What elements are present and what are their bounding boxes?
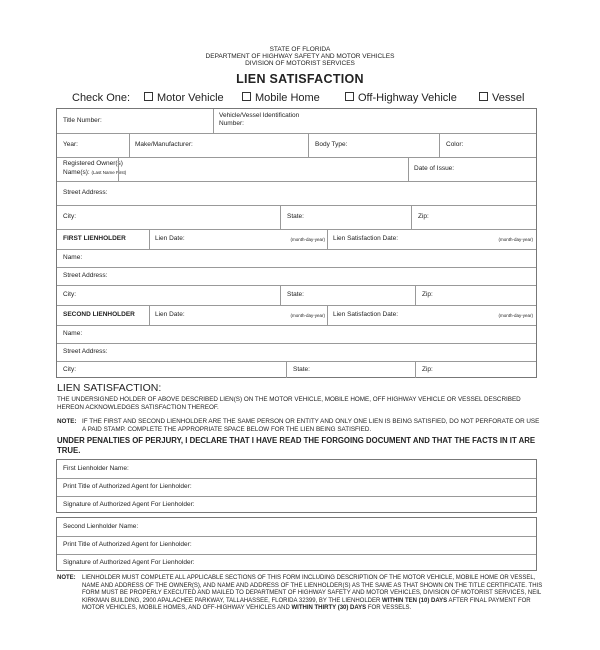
body-type-label: Body Type: <box>315 141 348 148</box>
first-sign-name-label: First Lienholder Name: <box>63 465 129 472</box>
lien-satisfaction-heading: LIEN SATISFACTION: <box>57 382 162 394</box>
footer-deadline-thirty-days: WITHIN THIRTY (30) DAYS <box>291 605 367 612</box>
second-satisfaction-date-label: Lien Satisfaction Date: <box>333 311 399 318</box>
first-zip-field[interactable] <box>415 285 536 305</box>
first-lienholder-name-sign-field[interactable] <box>57 460 536 479</box>
owner-city-label: City: <box>63 213 76 220</box>
owner-label-cell <box>57 157 127 181</box>
perjury-statement: UNDER PENALTIES OF PERJURY, I DECLARE THAT I HAVE READ THE FORGOING DOCUMENT AND THAT THE FACTS IN IT ARE TRUE. <box>57 436 536 455</box>
first-satisfaction-date-field[interactable] <box>327 229 536 249</box>
first-street-label: Street Address: <box>63 272 108 279</box>
body-type-field[interactable] <box>308 133 440 157</box>
owner-state-label: State: <box>287 213 304 220</box>
lien-satisfaction-statement: THE UNDERSIGNED HOLDER OF ABOVE DESCRIBED LIEN(S) ON THE MOTOR VEHICLE, MOBILE HOME, OFF HIGHWAY VEHICLE OR VESSEL DESCRIBED HEREON ACKNOWLEDGES SATISFACTION THEREOF. <box>57 396 521 411</box>
second-city-label: City: <box>63 366 76 373</box>
first-city-field[interactable] <box>57 285 280 305</box>
color-field[interactable] <box>439 133 536 157</box>
row-registered-owner <box>57 157 536 182</box>
owner-street-field[interactable] <box>57 181 536 206</box>
second-zip-label: Zip: <box>422 366 433 373</box>
first-lienholder-heading-cell <box>57 229 149 249</box>
second-satisfaction-date-hint: (month-day-year) <box>498 313 533 318</box>
owner-state-field[interactable] <box>280 205 412 229</box>
first-lien-date-label: Lien Date: <box>155 235 185 242</box>
date-of-issue-label: Date of Issue: <box>414 165 455 172</box>
second-state-label: State: <box>293 366 310 373</box>
registered-owner-label: Registered Owner(s) <box>63 160 123 167</box>
second-satisfaction-date-field[interactable] <box>327 305 536 325</box>
owner-name-field[interactable] <box>118 157 409 181</box>
check-one-label: Check One: <box>72 92 131 104</box>
option-label: Vessel <box>492 92 525 104</box>
row-second-lienholder <box>57 305 536 326</box>
footer-text-a: LIENHOLDER MUST COMPLETE ALL APPLICABLE SECTIONS OF THIS FORM INCLUDING DESCRIPTION OF THE MOTOR VEHICLE, MOBILE HOME OR VESSEL, NAME AND ADDRESS OF THE OWNER(S), AND NAME AND ADDRESS OF THE LIENHOLDER(S) AS THE SAME AS THAT SHOWN ON THE TITLE CERTIFICATE. THIS FORM MUST BE PROPERLY EXECUTED AND MAILED TO DEPARTMENT OF HIGHWAY SAFETY AND MOTOR VEHICLES, DIVISION OF MOTORIST SERVICES, NEIL KIRKMAN BUILDING, 2900 APALACHEE PARKWAY, TALLAHASSEE, FLORIDA 32399, BY THE LIENHOLDER <box>82 575 543 604</box>
owner-names-label: Name(s): <box>63 169 90 176</box>
make-label: Make/Manufacturer: <box>135 141 193 148</box>
year-label: Year: <box>63 141 78 148</box>
first-lienholder-street-field[interactable] <box>57 267 536 286</box>
second-signature-block <box>56 517 537 571</box>
first-state-label: State: <box>287 291 304 298</box>
first-city-label: City: <box>63 291 76 298</box>
second-lienholder-name-field[interactable] <box>57 325 536 344</box>
option-label: Off-Highway Vehicle <box>358 92 457 104</box>
second-lien-date-label: Lien Date: <box>155 311 185 318</box>
first-signature-label: Signature of Authorized Agent For Lienholder: <box>63 501 195 508</box>
option-label: Mobile Home <box>255 92 320 104</box>
first-satisfaction-date-hint: (month-day-year) <box>498 237 533 242</box>
footer-note <box>82 575 544 613</box>
form-title: LIEN SATISFACTION <box>236 72 364 86</box>
footer-text-b: AFTER FINAL PAYMENT FOR MOTOR VEHICLES, MOBILE HOMES, AND OFF-HIGHWAY VEHICLES AND <box>82 597 531 612</box>
second-city-field[interactable] <box>57 361 286 378</box>
first-lien-date-field[interactable] <box>149 229 328 249</box>
vin-label: Vehicle/Vessel Identification Number: <box>219 112 300 127</box>
option-vessel[interactable] <box>479 92 524 104</box>
checkbox-icon[interactable] <box>242 92 251 101</box>
title-number-field[interactable] <box>57 109 213 133</box>
first-zip-label: Zip: <box>422 291 433 298</box>
row-second-city <box>57 361 536 378</box>
footer-deadline-ten-days: WITHIN TEN (10) DAYS <box>382 597 448 604</box>
second-signature-label: Signature of Authorized Agent For Lienholder: <box>63 559 195 566</box>
first-print-title-field[interactable] <box>57 478 536 497</box>
owner-zip-field[interactable] <box>411 205 536 229</box>
first-name-label: Name: <box>63 254 83 261</box>
second-state-field[interactable] <box>286 361 416 378</box>
footer-text-c: FOR VESSELS. <box>367 605 412 612</box>
second-lienholder-name-sign-field[interactable] <box>57 518 536 537</box>
row-year-make <box>57 133 536 158</box>
second-print-title-field[interactable] <box>57 536 536 555</box>
second-lienholder-street-field[interactable] <box>57 343 536 362</box>
year-field[interactable] <box>57 133 129 157</box>
header-division: DIVISION OF MOTORIST SERVICES <box>245 60 355 67</box>
note-label: NOTE: <box>57 418 77 425</box>
second-signature-field[interactable] <box>57 554 536 571</box>
second-lien-date-field[interactable] <box>149 305 328 325</box>
first-lienholder-name-field[interactable] <box>57 249 536 268</box>
option-off-highway-vehicle[interactable] <box>345 92 457 104</box>
vehicle-owner-lien-table <box>56 108 537 378</box>
first-state-field[interactable] <box>280 285 416 305</box>
row-first-lienholder <box>57 229 536 250</box>
owner-zip-label: Zip: <box>418 213 429 220</box>
first-lien-date-hint: (month-day-year) <box>290 237 325 242</box>
second-lienholder-heading-cell <box>57 305 149 325</box>
color-label: Color: <box>446 141 464 148</box>
note-text: IF THE FIRST AND SECOND LIENHOLDER ARE THE SAME PERSON OR ENTITY AND ONLY ONE LIEN IS BEING SATISFIED, DO NOT PERFORATE OR USE A PAID STAMP. COMPLETE THE APPROPRIATE SPACE BELOW FOR THE LIEN BEING SATISFIED. <box>82 418 540 433</box>
make-field[interactable] <box>129 133 309 157</box>
row-title-number <box>57 109 536 134</box>
header-department: DEPARTMENT OF HIGHWAY SAFETY AND MOTOR VEHICLES <box>205 53 395 60</box>
option-label: Motor Vehicle <box>157 92 224 104</box>
option-motor-vehicle[interactable] <box>144 92 224 104</box>
owner-names-hint: (Last Name First) <box>91 170 127 175</box>
checkbox-icon[interactable] <box>479 92 488 101</box>
checkbox-icon[interactable] <box>345 92 354 101</box>
first-lienholder-heading: FIRST LIENHOLDER <box>63 235 126 242</box>
second-sign-name-label: Second Lienholder Name: <box>63 523 139 530</box>
option-mobile-home[interactable] <box>242 92 320 104</box>
second-lienholder-heading: SECOND LIENHOLDER <box>63 311 135 318</box>
second-lien-date-hint: (month-day-year) <box>290 313 325 318</box>
row-owner-city <box>57 205 536 230</box>
second-street-label: Street Address: <box>63 348 108 355</box>
checkbox-icon[interactable] <box>144 92 153 101</box>
check-one-row <box>72 92 542 106</box>
owner-city-field[interactable] <box>57 205 280 229</box>
first-signature-field[interactable] <box>57 496 536 513</box>
second-name-label: Name: <box>63 330 83 337</box>
first-satisfaction-date-label: Lien Satisfaction Date: <box>333 235 399 242</box>
first-print-title-label: Print Title of Authorized Agent for Lienholder: <box>63 483 192 490</box>
row-first-city <box>57 285 536 306</box>
second-print-title-label: Print Title of Authorized Agent for Lienholder: <box>63 541 192 548</box>
first-signature-block <box>56 459 537 513</box>
title-number-label: Title Number: <box>63 117 102 124</box>
vin-field[interactable] <box>213 109 536 133</box>
second-zip-field[interactable] <box>415 361 536 378</box>
footer-note-label: NOTE: <box>57 575 76 581</box>
header-state: STATE OF FLORIDA <box>269 46 331 53</box>
date-of-issue-field[interactable] <box>408 157 536 181</box>
owner-street-label: Street Address: <box>63 189 108 196</box>
